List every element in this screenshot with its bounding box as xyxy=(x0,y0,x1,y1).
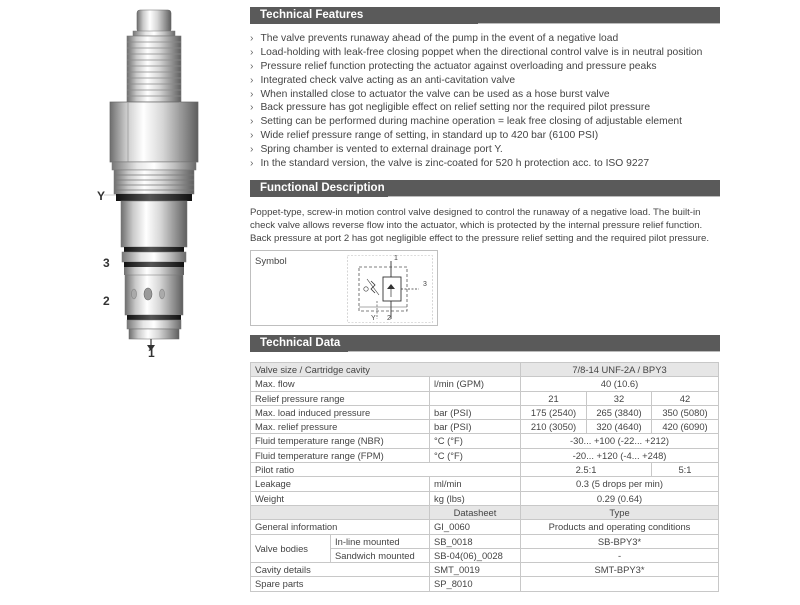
table-cell: 210 (3050) xyxy=(521,420,587,434)
feature-item: › Pressure relief function protecting the actuator against overloading and pressure peaks xyxy=(250,60,702,74)
table-cell: 420 (6090) xyxy=(652,420,719,434)
table-cell: 0.3 (5 drops per min) xyxy=(521,477,719,491)
table-cell: Sandwich mounted xyxy=(331,548,430,562)
table-cell: 21 xyxy=(521,391,587,405)
table-cell: Valve bodies xyxy=(251,534,331,563)
symbol-port-1: 1 xyxy=(394,255,398,262)
table-cell: SMT_0019 xyxy=(430,563,521,577)
table-cell: °C (°F) xyxy=(430,434,521,448)
table-cell: - xyxy=(521,548,719,562)
table-cell: Datasheet xyxy=(430,505,521,519)
table-cell xyxy=(521,577,719,591)
table-row xyxy=(251,434,719,448)
table-cell: Products and operating conditions xyxy=(521,520,719,534)
table-cell: GI_0060 xyxy=(430,520,521,534)
table-cell: bar (PSI) xyxy=(430,405,521,419)
technical-data-table xyxy=(250,362,719,592)
hydraulic-symbol-icon xyxy=(347,255,433,323)
table-row xyxy=(251,534,719,548)
table-cell: 0.29 (0.64) xyxy=(521,491,719,505)
symbol-port-y: Y xyxy=(371,315,376,322)
feature-item: › Setting can be performed during machine operation = leak free closing of adjustable element xyxy=(250,115,702,129)
feature-item: › The valve prevents runaway ahead of the pump in the event of a negative load xyxy=(250,32,702,46)
table-row xyxy=(251,577,719,591)
symbol-port-2: 2 xyxy=(387,315,391,322)
table-cell: -30... +100 (-22... +212) xyxy=(521,434,719,448)
table-cell: °C (°F) xyxy=(430,448,521,462)
functional-description-header: Functional Description xyxy=(250,180,720,197)
table-cell: 5:1 xyxy=(652,463,719,477)
table-cell: 42 xyxy=(652,391,719,405)
table-cell: Spare parts xyxy=(251,577,430,591)
port-3-label: 3 xyxy=(103,256,110,270)
feature-item: › When installed close to actuator the valve can be used as a hose burst valve xyxy=(250,88,702,102)
table-row xyxy=(251,505,719,519)
table-cell: kg (lbs) xyxy=(430,491,521,505)
table-cell: SP_8010 xyxy=(430,577,521,591)
table-row xyxy=(251,448,719,462)
table-row xyxy=(251,363,719,377)
table-cell: 350 (5080) xyxy=(652,405,719,419)
divider xyxy=(388,196,720,197)
table-row xyxy=(251,391,719,405)
table-cell xyxy=(430,391,521,405)
features-list xyxy=(250,32,702,171)
feature-item: › Back pressure has got negligible effect on relief setting nor the required pilot pressure xyxy=(250,101,702,115)
table-cell: -20... +120 (-4... +248) xyxy=(521,448,719,462)
symbol-box xyxy=(250,250,438,326)
table-row xyxy=(251,491,719,505)
table-cell: General information xyxy=(251,520,430,534)
table-cell: Relief pressure range xyxy=(251,391,430,405)
table-cell: Valve size / Cartridge cavity xyxy=(251,363,521,377)
table-row xyxy=(251,405,719,419)
table-cell: Max. load induced pressure xyxy=(251,405,430,419)
table-row xyxy=(251,520,719,534)
table-row xyxy=(251,420,719,434)
technical-data-header: Technical Data xyxy=(250,335,720,352)
table-cell: 265 (3840) xyxy=(587,405,652,419)
table-cell: Cavity details xyxy=(251,563,430,577)
symbol-label: Symbol xyxy=(255,256,287,267)
symbol-port-3: 3 xyxy=(423,281,427,288)
table-cell: 320 (4640) xyxy=(587,420,652,434)
port-y-label: Y xyxy=(97,189,106,203)
table-cell: 32 xyxy=(587,391,652,405)
feature-item: › In the standard version, the valve is zinc-coated for 520 h protection acc. to ISO 9227 xyxy=(250,157,702,171)
table-cell: SB_0018 xyxy=(430,534,521,548)
feature-item: › Integrated check valve acting as an anti-cavitation valve xyxy=(250,74,702,88)
table-cell: 40 (10.6) xyxy=(521,377,719,391)
table-row xyxy=(251,477,719,491)
feature-item: › Spring chamber is vented to external drainage port Y. xyxy=(250,143,702,157)
table-cell: 175 (2540) xyxy=(521,405,587,419)
divider xyxy=(348,351,720,352)
table-row xyxy=(251,463,719,477)
table-cell: SB-BPY3* xyxy=(521,534,719,548)
table-cell: Fluid temperature range (FPM) xyxy=(251,448,430,462)
table-cell: Weight xyxy=(251,491,430,505)
table-cell: Max. relief pressure xyxy=(251,420,430,434)
table-cell: 7/8-14 UNF-2A / BPY3 xyxy=(521,363,719,377)
table-cell: Fluid temperature range (NBR) xyxy=(251,434,430,448)
table-cell: Pilot ratio xyxy=(251,463,521,477)
table-row xyxy=(251,377,719,391)
table-row xyxy=(251,563,719,577)
table-cell: l/min (GPM) xyxy=(430,377,521,391)
port-1-label: 1 xyxy=(148,346,155,360)
port-2-label: 2 xyxy=(103,294,110,308)
feature-item: › Load-holding with leak-free closing poppet when the directional control valve is in neutral position xyxy=(250,46,702,60)
table-cell xyxy=(251,505,430,519)
valve-cartridge-image xyxy=(0,0,240,600)
divider xyxy=(478,23,720,24)
table-cell: Type xyxy=(521,505,719,519)
table-cell: Max. flow xyxy=(251,377,430,391)
technical-features-header: Technical Features xyxy=(250,7,720,24)
valve-illustration xyxy=(0,0,240,600)
table-cell: SB-04(06)_0028 xyxy=(430,548,521,562)
feature-item: › Wide relief pressure range of setting, in standard up to 420 bar (6100 PSI) xyxy=(250,129,702,143)
table-cell: Leakage xyxy=(251,477,430,491)
table-cell: ml/min xyxy=(430,477,521,491)
functional-description-text: Poppet-type, screw-in motion control valve designed to control the runaway of a negative load. The built-in check valve allows reverse flow into the actuator, which is protected by the internal pressure relief function. Back pressure at port 2 has got negligible effect to the pressure relief setting and the required pilot pressure. xyxy=(250,207,709,244)
table-cell: SMT-BPY3* xyxy=(521,563,719,577)
table-cell: bar (PSI) xyxy=(430,420,521,434)
table-cell: 2.5:1 xyxy=(521,463,652,477)
table-cell: In-line mounted xyxy=(331,534,430,548)
